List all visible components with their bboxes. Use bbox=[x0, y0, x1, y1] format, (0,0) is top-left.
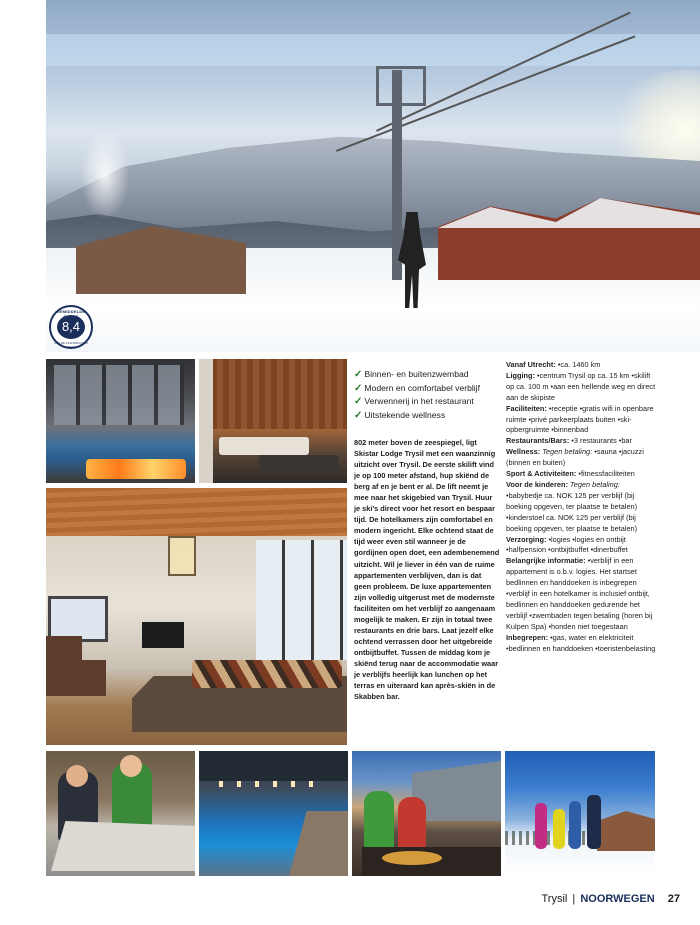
child-face bbox=[66, 765, 88, 787]
photo-indoor-swimming-pool bbox=[199, 751, 348, 876]
info-inbegrepen bbox=[506, 633, 656, 655]
info-value: •fitnessfaciliteiten bbox=[576, 469, 635, 479]
info-value: •sauna •jacuzzi (binnen en buiten) bbox=[506, 447, 644, 468]
chalet-building bbox=[597, 811, 655, 851]
info-label: Verzorging: bbox=[506, 534, 547, 544]
page-number: 27 bbox=[667, 893, 680, 905]
pool-deck bbox=[289, 811, 348, 876]
lounge-bed bbox=[219, 437, 309, 455]
food-plate bbox=[382, 851, 442, 865]
highlights-list bbox=[354, 368, 504, 422]
info-note: Tegen betaling: bbox=[567, 479, 620, 489]
info-vanaf bbox=[506, 360, 656, 371]
photo-spa-lounge bbox=[199, 359, 347, 483]
info-label: Restaurants/Bars: bbox=[506, 436, 570, 446]
ski-lift-tower bbox=[376, 66, 426, 106]
pendant-lamp bbox=[168, 536, 196, 576]
highlight-text: Binnen- en buitenzwembad bbox=[364, 369, 469, 379]
photo-indoor-pool-fireplace bbox=[46, 359, 195, 483]
info-note: Tegen betaling: bbox=[540, 447, 593, 457]
info-value: •logies •logies en ontbijt •halfpension •ontbijtbuffet •dinerbuffet bbox=[506, 534, 628, 555]
checkmark-icon: ✓ bbox=[354, 396, 363, 408]
lounge-bed-dark bbox=[259, 455, 339, 471]
info-kinderen bbox=[506, 480, 656, 535]
info-label: Ligging: bbox=[506, 370, 535, 380]
info-ligging bbox=[506, 371, 656, 404]
info-value: •babybedje ca. NOK 125 per verblijf (bij boeking opgeven, ter plaatse te betalen) •kinderstoel ca. NOK 125 per verblijf (bij boeking opgeven, ter plaatse te betalen) bbox=[506, 490, 638, 533]
skier-figure bbox=[569, 801, 581, 849]
info-value: •gas, water en elektriciteit •bedlinnen en handdoeken •toeristenbelasting bbox=[506, 632, 656, 653]
ceiling-lights bbox=[219, 781, 319, 787]
checkmark-icon: ✓ bbox=[354, 409, 363, 421]
highlight-text: Verwennerij in het restaurant bbox=[364, 396, 474, 407]
info-label: Voor de kinderen: bbox=[506, 479, 568, 489]
info-label: Wellness: bbox=[506, 447, 541, 457]
info-label: Vanaf Utrecht: bbox=[506, 360, 556, 369]
info-verzorging bbox=[506, 535, 656, 557]
pool-windows bbox=[54, 365, 184, 425]
info-faciliteiten bbox=[506, 404, 656, 437]
info-value: •centrum Trysil op ca. 15 km •skilift op ca. 100 m •aan een hellende weg en direct aan de skipiste bbox=[506, 370, 656, 402]
info-wellness bbox=[506, 447, 656, 469]
checkmark-icon: ✓ bbox=[354, 369, 363, 380]
footer-separator: | bbox=[572, 893, 576, 905]
dining-chair bbox=[46, 636, 106, 696]
info-belangrijk bbox=[506, 556, 656, 632]
hero-photo-ski-lift bbox=[46, 0, 700, 352]
highlight-text: Uitstekende wellness bbox=[364, 409, 446, 420]
score-value: 8,4 bbox=[57, 315, 85, 339]
wood-ceiling bbox=[46, 488, 347, 536]
info-value: •verblijf in een appartement is o.b.v. logies. Het startset bedlinnen en handdoeken is inbegrepen •verblijf in een hotelkamer is inclusief ontbijt, bedlinnen en handdoeken gedurende het verblijf •zwembaden tegen betaling (horen bij Kulpen Spa) •honden niet toegestaan bbox=[506, 556, 653, 631]
skier-figure bbox=[553, 809, 565, 849]
wood-panel-wall bbox=[199, 359, 347, 429]
guest-figure bbox=[364, 791, 394, 851]
foosball-table bbox=[51, 821, 195, 871]
pool-ceiling bbox=[199, 751, 348, 781]
info-value: •3 restaurants •bar bbox=[569, 436, 632, 446]
highlight-item bbox=[354, 368, 504, 382]
info-label: Belangrijke informatie: bbox=[506, 556, 586, 566]
highlight-text: Modern en comfortabel verblijf bbox=[364, 382, 480, 393]
info-value: •receptie •gratis wifi in openbare ruimte •privé parkeerplaats buiten •ski-opbergruimte •binnenbad bbox=[506, 403, 654, 435]
highlight-item bbox=[354, 395, 504, 409]
curtain bbox=[199, 359, 213, 483]
footer-country: NOORWEGEN bbox=[580, 893, 655, 905]
panorama-window bbox=[256, 540, 347, 660]
intro-paragraph: 802 meter boven de zeespiegel, ligt Skistar Lodge Trysil met een waanzinnig uitzicht over Trysil. De eerste skilift vind je op 100 meter afstand, hup skiënd de berg af en je bent er al. De lift neemt je mee naar het skigebied van Trysil. Huur je ski's direct voor het resort en bespaar tijd. De hotelkamers zijn comfortabel en modern ingericht. Elke ochtend staat de tijd weer even stil wanneer je de gordijnen open doet, een adembenemend uitzicht. Wil je liever in één van de ruime appartementen verblijven, dan is dat geen probleem. De luxe appartementen zijn volledig uitgerust met de modernste faciliteiten om het verblijf zo aangenaam mogelijk te maken. Er zijn in totaal twee restaurants en drie bars. Laat jezelf elke ochtend verrassen door het uitgebreide ontbijtbuffet. Tussen de middag kom je skiënd terug naar de accommodatie waar je verblijfs heerlijk kan lunchen op het terras en uiteraard kan après-skiën in de Skabben bar. bbox=[354, 438, 500, 702]
footer-location: Trysil bbox=[541, 893, 568, 905]
page-footer bbox=[520, 893, 680, 905]
skier-figure bbox=[535, 803, 547, 849]
steam-plume bbox=[80, 130, 130, 220]
photo-apartment-living-room bbox=[46, 488, 347, 745]
fireplace-flames bbox=[86, 459, 186, 479]
info-label: Inbegrepen: bbox=[506, 632, 549, 642]
info-label: Sport & Activiteiten: bbox=[506, 469, 577, 479]
patterned-cushion bbox=[192, 660, 342, 688]
score-badge-bottom-text: VAN DE KLANTEN (MAX 10/10) bbox=[54, 341, 88, 349]
highlight-item bbox=[354, 382, 504, 396]
photo-terrace-lunch bbox=[352, 751, 501, 876]
info-sport bbox=[506, 469, 656, 480]
info-restaurants bbox=[506, 436, 656, 447]
highlight-item bbox=[354, 409, 504, 423]
checkmark-icon: ✓ bbox=[354, 382, 363, 394]
photo-family-skiers bbox=[505, 751, 655, 876]
customer-score-badge bbox=[49, 305, 93, 349]
television bbox=[142, 622, 184, 648]
score-badge-top-text: GEMIDDELDE bbox=[56, 309, 86, 314]
photo-kids-foosball bbox=[46, 751, 195, 876]
skier-figure bbox=[587, 795, 601, 849]
info-value: •ca. 1460 km bbox=[555, 360, 601, 369]
side-window bbox=[48, 596, 108, 642]
info-label: Faciliteiten: bbox=[506, 403, 547, 413]
child-face bbox=[120, 755, 142, 777]
guest-figure bbox=[398, 797, 426, 851]
info-column bbox=[506, 360, 656, 654]
